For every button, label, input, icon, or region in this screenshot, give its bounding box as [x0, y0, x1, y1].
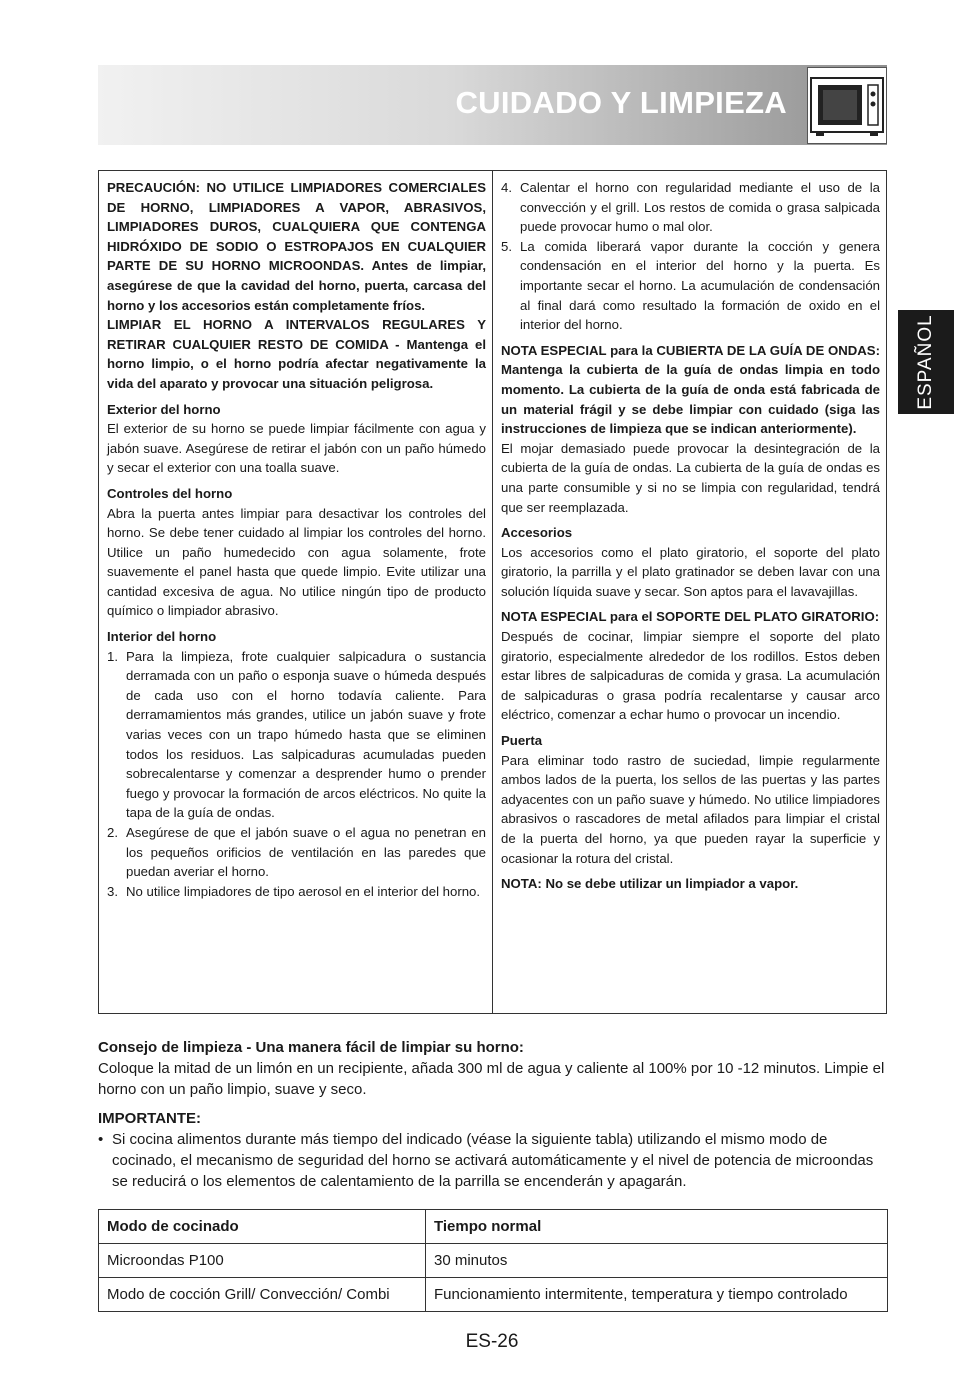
page-header — [98, 65, 887, 145]
tip-heading: Consejo de limpieza - Una manera fácil de limpiar su horno: — [98, 1039, 524, 1056]
door-text: Para eliminar todo rastro de suciedad, limpie regularmente ambos lados de la puerta, los sellos de las puertas y las partes adyacentes con un paño suave y húmedo. No utilice limpiadores abrasivos o rascadores de metal afilados para limpiar el cristal de la puerta del horno, ya que pueden rayar la superficie y ocasionar la rotura del cristal. — [501, 752, 880, 866]
list-item — [501, 237, 880, 335]
item-number: 4. — [501, 180, 512, 195]
interior-heading: Interior del horno — [107, 629, 217, 645]
exterior-text: El exterior de su horno se puede limpiar fácilmente con agua y jabón suave. Asegúrese de retirar el jabón con un paño húmedo y secar el exterior con una toalla suave. — [107, 421, 486, 476]
right-column — [493, 171, 886, 1013]
door-heading: Puerta — [501, 733, 543, 749]
table-cell: Microondas P100 — [99, 1244, 426, 1278]
table-row — [99, 1278, 888, 1312]
steam-note — [501, 874, 880, 894]
cleaning-tip — [98, 1037, 888, 1100]
column-header: Tiempo normal — [426, 1210, 888, 1244]
accessories-heading: Accesorios — [501, 525, 573, 541]
caution-text: PRECAUCIÓN: NO UTILICE LIMPIADORES COMERCIALES DE HORNO, LIMPIADORES A VAPOR, ABRASIVOS, LIMPIADORES DUROS, CUALQUIERA QUE CONTENGA HIDRÓXIDO DE SODIO O ESTROPAJOS EN CUALQUIER PARTE DE SU HORNO MICROONDAS. Antes de limpiar, asegúrese de que la cavidad del horno, puerta, carcasa del horno y los accesorios están completamente fríos. — [107, 180, 486, 313]
important-section — [98, 1108, 888, 1192]
item-number: 1. — [107, 648, 118, 664]
accessories-text: Los accesorios como el plato giratorio, el soporte del plato giratorio, la parrilla y el plato gratinador se deben lavar con una solución líquida suave y secar. Son aptos para el lavavajillas. — [501, 544, 880, 599]
list-item — [501, 178, 880, 237]
item-text: Asegúrese de que el jabón suave o el agua no penetran en los pequeños orificios de ventilación en las paredes que puedan averiar el horno. — [126, 825, 486, 880]
controls-heading: Controles del horno — [107, 485, 233, 501]
table-cell: Modo de cocción Grill/ Convección/ Combi — [99, 1278, 426, 1312]
item-text: No utilice limpiadores de tipo aerosol en el interior del horno. — [126, 883, 481, 899]
interior-list — [107, 647, 486, 902]
column-header: Modo de cocinado — [99, 1210, 426, 1244]
waveguide-text: Mantenga la cubierta de la guía de ondas limpia en todo momento. La cubierta de la guía de onda está fabricada de un material frágil y se debe limpiar con cuidado (siga las instrucciones de limpieza que se indican anteriormente). — [501, 362, 880, 437]
item-number: 3. — [107, 883, 118, 899]
cooking-time-table — [98, 1209, 888, 1312]
item-number: 2. — [107, 825, 118, 840]
cleaning-instructions-box — [98, 170, 887, 1014]
table-cell: Funcionamiento intermitente, temperatura y tiempo controlado — [426, 1278, 888, 1312]
list-item — [107, 823, 486, 882]
list-item — [107, 647, 486, 823]
waveguide-text-2: El mojar demasiado puede provocar la desintegración de la cubierta de la guía de ondas. La cubierta de la guía de ondas es una parte consumible y si no se limpia con regularidad, tendrá que ser reemplazada. — [501, 440, 880, 515]
item-text: Para la limpieza, frote cualquier salpicadura o sustancia derramada con un paño o esponja suave o húmeda después de cada uso con el horno todavía caliente. Para derramamientos más grandes, utilice un jabón suave y frote varias veces con un trapo húmedo hasta que se eliminen todos los residuos. Las salpicaduras acumuladas pueden sobrecalentarse y comenzar a desprender humo o prender fuego y provocar la formación de arcos eléctricos. No quite la tapa de la guía de ondas. — [126, 648, 486, 821]
tip-text: Coloque la mitad de un limón en un recipiente, añada 300 ml de agua y caliente al 100% por 10 -12 minutos. Limpie el horno con un paño limpio, suave y seco. — [98, 1060, 885, 1098]
note-text: No se debe utilizar un limpiador a vapor. — [541, 876, 799, 892]
list-item — [107, 882, 486, 902]
waveguide-note — [501, 341, 880, 439]
bullet-mark: • — [98, 1131, 104, 1148]
item-number: 5. — [501, 238, 512, 254]
page-number: ES-26 — [465, 1331, 519, 1352]
controls-text: Abra la puerta antes limpiar para desactivar los controles del horno. Se debe tener cuidado al limpiar los controles del horno. Utilice un paño humedecido con agua solamente, frote suavemente el panel hasta que quede limpio. Evite utilizar una cantidad excesiva de agua. No utilice ningún tipo de producto químico o limpiador abrasivo. — [107, 505, 486, 619]
language-label: ESPAÑOL — [915, 314, 936, 410]
microwave-icon — [807, 67, 887, 144]
waveguide-heading: NOTA ESPECIAL para la CUBIERTA DE LA GUÍA DE ONDAS: — [501, 342, 880, 358]
page-title: CUIDADO Y LIMPIEZA — [455, 85, 787, 120]
item-text: Calentar el horno con regularidad mediante el uso de la convección y el grill. Los restos de comida o grasa salpicada puede provocar humo o mal olor. — [520, 180, 880, 235]
left-column — [99, 171, 493, 1013]
exterior-heading: Exterior del horno — [107, 401, 221, 417]
table-header-row — [99, 1210, 888, 1244]
note-label: NOTA: — [501, 876, 542, 892]
caution-text-2: LIMPIAR EL HORNO A INTERVALOS REGULARES Y RETIRAR CUALQUIER RESTO DE COMIDA - Mantenga el horno limpio, o el horno podría afectar negativamente la vida del aparato y provocar una situación peligrosa. — [107, 317, 486, 391]
table-cell: 30 minutos — [426, 1244, 888, 1278]
important-bullet-item — [98, 1129, 888, 1192]
turntable-text: Después de cocinar, limpiar siempre el soporte del plato giratorio, especialmente alrededor de los rodillos. Estos deben estar libres de salpicaduras de comida y grasa. La acumulación de salpicaduras o grasa podría recalentarse y causar arco eléctrico, comenzar a echar humo o provocar un incendio. — [501, 629, 880, 723]
interior-list-continued — [501, 178, 880, 335]
table-row — [99, 1244, 888, 1278]
language-tab — [898, 310, 954, 414]
item-text: La comida liberará vapor durante la cocción y genera condensación en el interior del horno y la puerta. Es importante secar el horno. La acumulación de condensación al final dará como resultado la formación de oxido en el interior del horno. — [520, 238, 880, 333]
important-heading: IMPORTANTE: — [98, 1110, 202, 1127]
important-text: Si cocina alimentos durante más tiempo del indicado (véase la siguiente tabla) utilizando el mismo modo de cocinado, el mecanismo de seguridad del horno se activará automáticamente y el nivel de potencia de microondas se reducirá o los elementos de calentamiento de la parrilla se encenderán y apagarán. — [112, 1131, 874, 1190]
turntable-heading: NOTA ESPECIAL para el SOPORTE DEL PLATO GIRATORIO: — [501, 609, 880, 625]
